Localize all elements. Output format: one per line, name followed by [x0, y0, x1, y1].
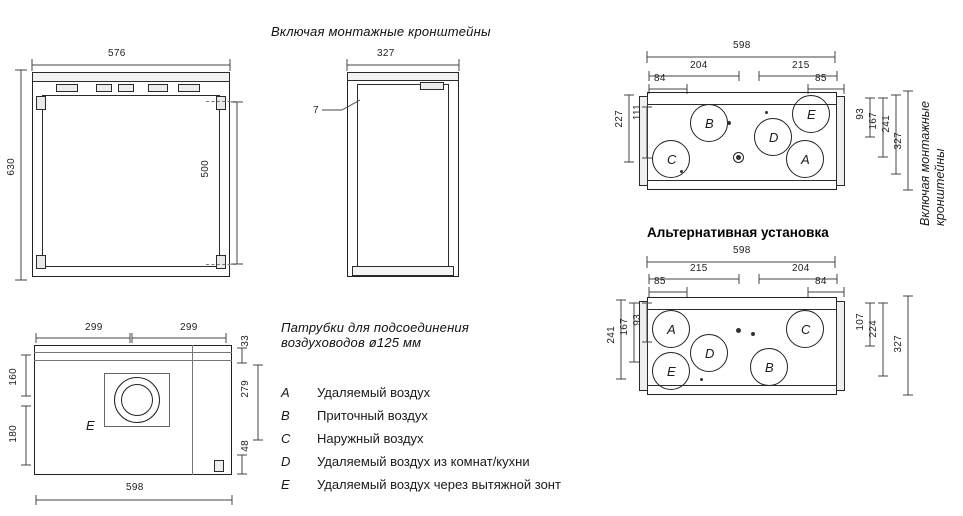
alt-port-E-label: E	[667, 364, 676, 379]
bottom-dim-160-line	[20, 352, 32, 400]
alt-bracket-right	[836, 301, 845, 391]
alt-total-dim: 598	[733, 245, 751, 256]
bottom-dim-279-line	[252, 362, 264, 444]
legend-text: Удаляемый воздух из комнат/кухни	[317, 454, 530, 469]
legend-key: C	[281, 431, 291, 446]
front-height-inner-dim: 500	[200, 160, 211, 178]
bottom-dim-180-line	[20, 403, 32, 469]
bottom-dim-33: 33	[240, 335, 251, 347]
side-bottom-strip	[352, 266, 454, 276]
alt-dim-93-line	[641, 300, 653, 346]
top-port-B-label: B	[705, 116, 714, 131]
legend-item	[281, 408, 681, 431]
top-screw-1	[727, 121, 731, 125]
front-ext-line-bottom	[206, 264, 236, 265]
front-top-strip	[32, 72, 230, 82]
alt-dim-93: 93	[632, 314, 643, 326]
front-height-outer-dim-line	[14, 66, 28, 286]
top-dim-227: 227	[614, 110, 625, 128]
alt-dim-327-line	[902, 293, 914, 399]
front-connector-3	[118, 84, 134, 92]
legend-text: Удаляемый воздух через вытяжной зонт	[317, 477, 561, 492]
alt-center-dot	[736, 328, 741, 333]
alt-dim-215: 215	[690, 263, 708, 274]
top-dim-241: 241	[881, 115, 892, 133]
top-port-D-label: D	[769, 130, 779, 145]
front-bracket-br	[216, 255, 226, 269]
bottom-dim-299-right: 299	[180, 322, 198, 333]
side-thickness-dim: 7	[313, 105, 319, 116]
side-width-dim: 327	[377, 48, 395, 59]
alt-dim-84: 84	[815, 276, 827, 287]
legend-text: Удаляемый воздух	[317, 385, 431, 400]
top-dim-84: 84	[654, 73, 666, 84]
alt-screw-1	[751, 332, 755, 336]
front-connector-1	[56, 84, 78, 92]
bottom-dim-180: 180	[8, 425, 19, 443]
top-inner-line-bottom	[647, 180, 837, 181]
top-dim-111-line	[641, 104, 653, 162]
front-connector-4	[148, 84, 168, 92]
top-dim-111-text: 111	[632, 104, 643, 121]
bottom-dim-279: 279	[240, 380, 251, 398]
front-width-dim-line	[30, 58, 240, 72]
alt-dim-241-line	[615, 297, 627, 383]
note-ports-line1: Патрубки для подсоединения	[281, 320, 469, 335]
top-screw-2	[765, 111, 768, 114]
bottom-duct-frame	[104, 373, 170, 427]
legend-text: Приточный воздух	[317, 408, 428, 423]
front-bracket-bl	[36, 255, 46, 269]
side-top-strip	[347, 72, 459, 81]
bottom-strip-line-1	[34, 352, 232, 353]
top-dim-167: 167	[868, 112, 879, 130]
top-port-A-label: A	[801, 152, 810, 167]
front-connector-2	[96, 84, 112, 92]
alt-dim-167-line	[628, 300, 640, 366]
bottom-dim-299-left: 299	[85, 322, 103, 333]
alt-dim-204-line	[757, 273, 847, 285]
bottom-dim-299-left-line	[34, 332, 138, 344]
title-including-brackets-right: Включая монтажные кронштейны	[918, 101, 947, 226]
alt-dim-107: 107	[855, 313, 866, 331]
side-connector	[420, 82, 444, 90]
top-total-dim: 598	[733, 40, 751, 51]
front-ext-line-top	[206, 101, 236, 102]
legend-item	[281, 385, 681, 408]
top-dim-85: 85	[815, 73, 827, 84]
top-bracket-right	[836, 96, 845, 186]
top-dim-327-line	[902, 88, 914, 194]
top-port-C-label: C	[667, 152, 677, 167]
bottom-port-E-label: E	[86, 418, 95, 433]
top-dim-93: 93	[855, 108, 866, 120]
alt-screw-2	[700, 378, 703, 381]
alt-total-dim-line	[645, 255, 845, 269]
top-port-E-label: E	[807, 107, 816, 122]
alt-port-A-label: A	[667, 322, 676, 337]
top-dim-215: 215	[792, 60, 810, 71]
legend-text: Наружный воздух	[317, 431, 424, 446]
bottom-bracket	[214, 460, 224, 472]
top-dim-327: 327	[893, 132, 904, 150]
note-ports-line2: воздуховодов ø125 мм	[281, 335, 422, 350]
alt-dim-85: 85	[654, 276, 666, 287]
front-bracket-tl	[36, 96, 46, 110]
legend-item	[281, 477, 681, 500]
alt-port-C-label: C	[801, 322, 811, 337]
legend	[281, 385, 681, 500]
top-center-dot	[736, 155, 741, 160]
top-dim-215-line	[757, 70, 847, 82]
legend-item	[281, 454, 681, 477]
note-ports	[281, 320, 541, 350]
front-bracket-tr	[216, 96, 226, 110]
side-inner-panel	[357, 84, 449, 267]
front-height-inner-dim-line	[230, 98, 244, 270]
bottom-dim-33-line	[236, 345, 248, 367]
bottom-dim-598: 598	[126, 482, 144, 493]
bottom-dim-598-line	[34, 494, 238, 506]
bottom-dim-160: 160	[8, 368, 19, 386]
legend-key: E	[281, 477, 290, 492]
top-dim-204: 204	[690, 60, 708, 71]
front-height-outer-dim: 630	[6, 158, 17, 176]
bottom-strip-line-2	[34, 360, 232, 361]
legend-key: B	[281, 408, 290, 423]
title-alternative-installation: Альтернативная установка	[647, 225, 829, 240]
top-total-dim-line	[645, 50, 845, 64]
alt-dim-327: 327	[893, 335, 904, 353]
side-width-dim-line	[345, 58, 465, 72]
bottom-dim-299-right-line	[130, 332, 234, 344]
alt-port-D-label: D	[705, 346, 715, 361]
bottom-dim-48-line	[236, 452, 248, 478]
bottom-right-divider	[192, 345, 193, 475]
legend-item	[281, 431, 681, 454]
alt-dim-167: 167	[619, 318, 630, 336]
title-including-brackets: Включая монтажные кронштейны	[271, 24, 491, 39]
alt-dim-204: 204	[792, 263, 810, 274]
alt-dim-241: 241	[606, 326, 617, 344]
top-screw-3	[680, 170, 683, 173]
front-inner-panel	[42, 95, 220, 267]
alt-dim-224-line	[877, 300, 889, 380]
legend-key: A	[281, 385, 290, 400]
legend-key: D	[281, 454, 291, 469]
front-connector-5	[178, 84, 200, 92]
alt-port-B-label: B	[765, 360, 774, 375]
alt-dim-224: 224	[868, 320, 879, 338]
side-thickness-leader	[322, 96, 362, 120]
front-width-dim: 576	[108, 48, 126, 59]
bottom-dim-48: 48	[240, 440, 251, 452]
